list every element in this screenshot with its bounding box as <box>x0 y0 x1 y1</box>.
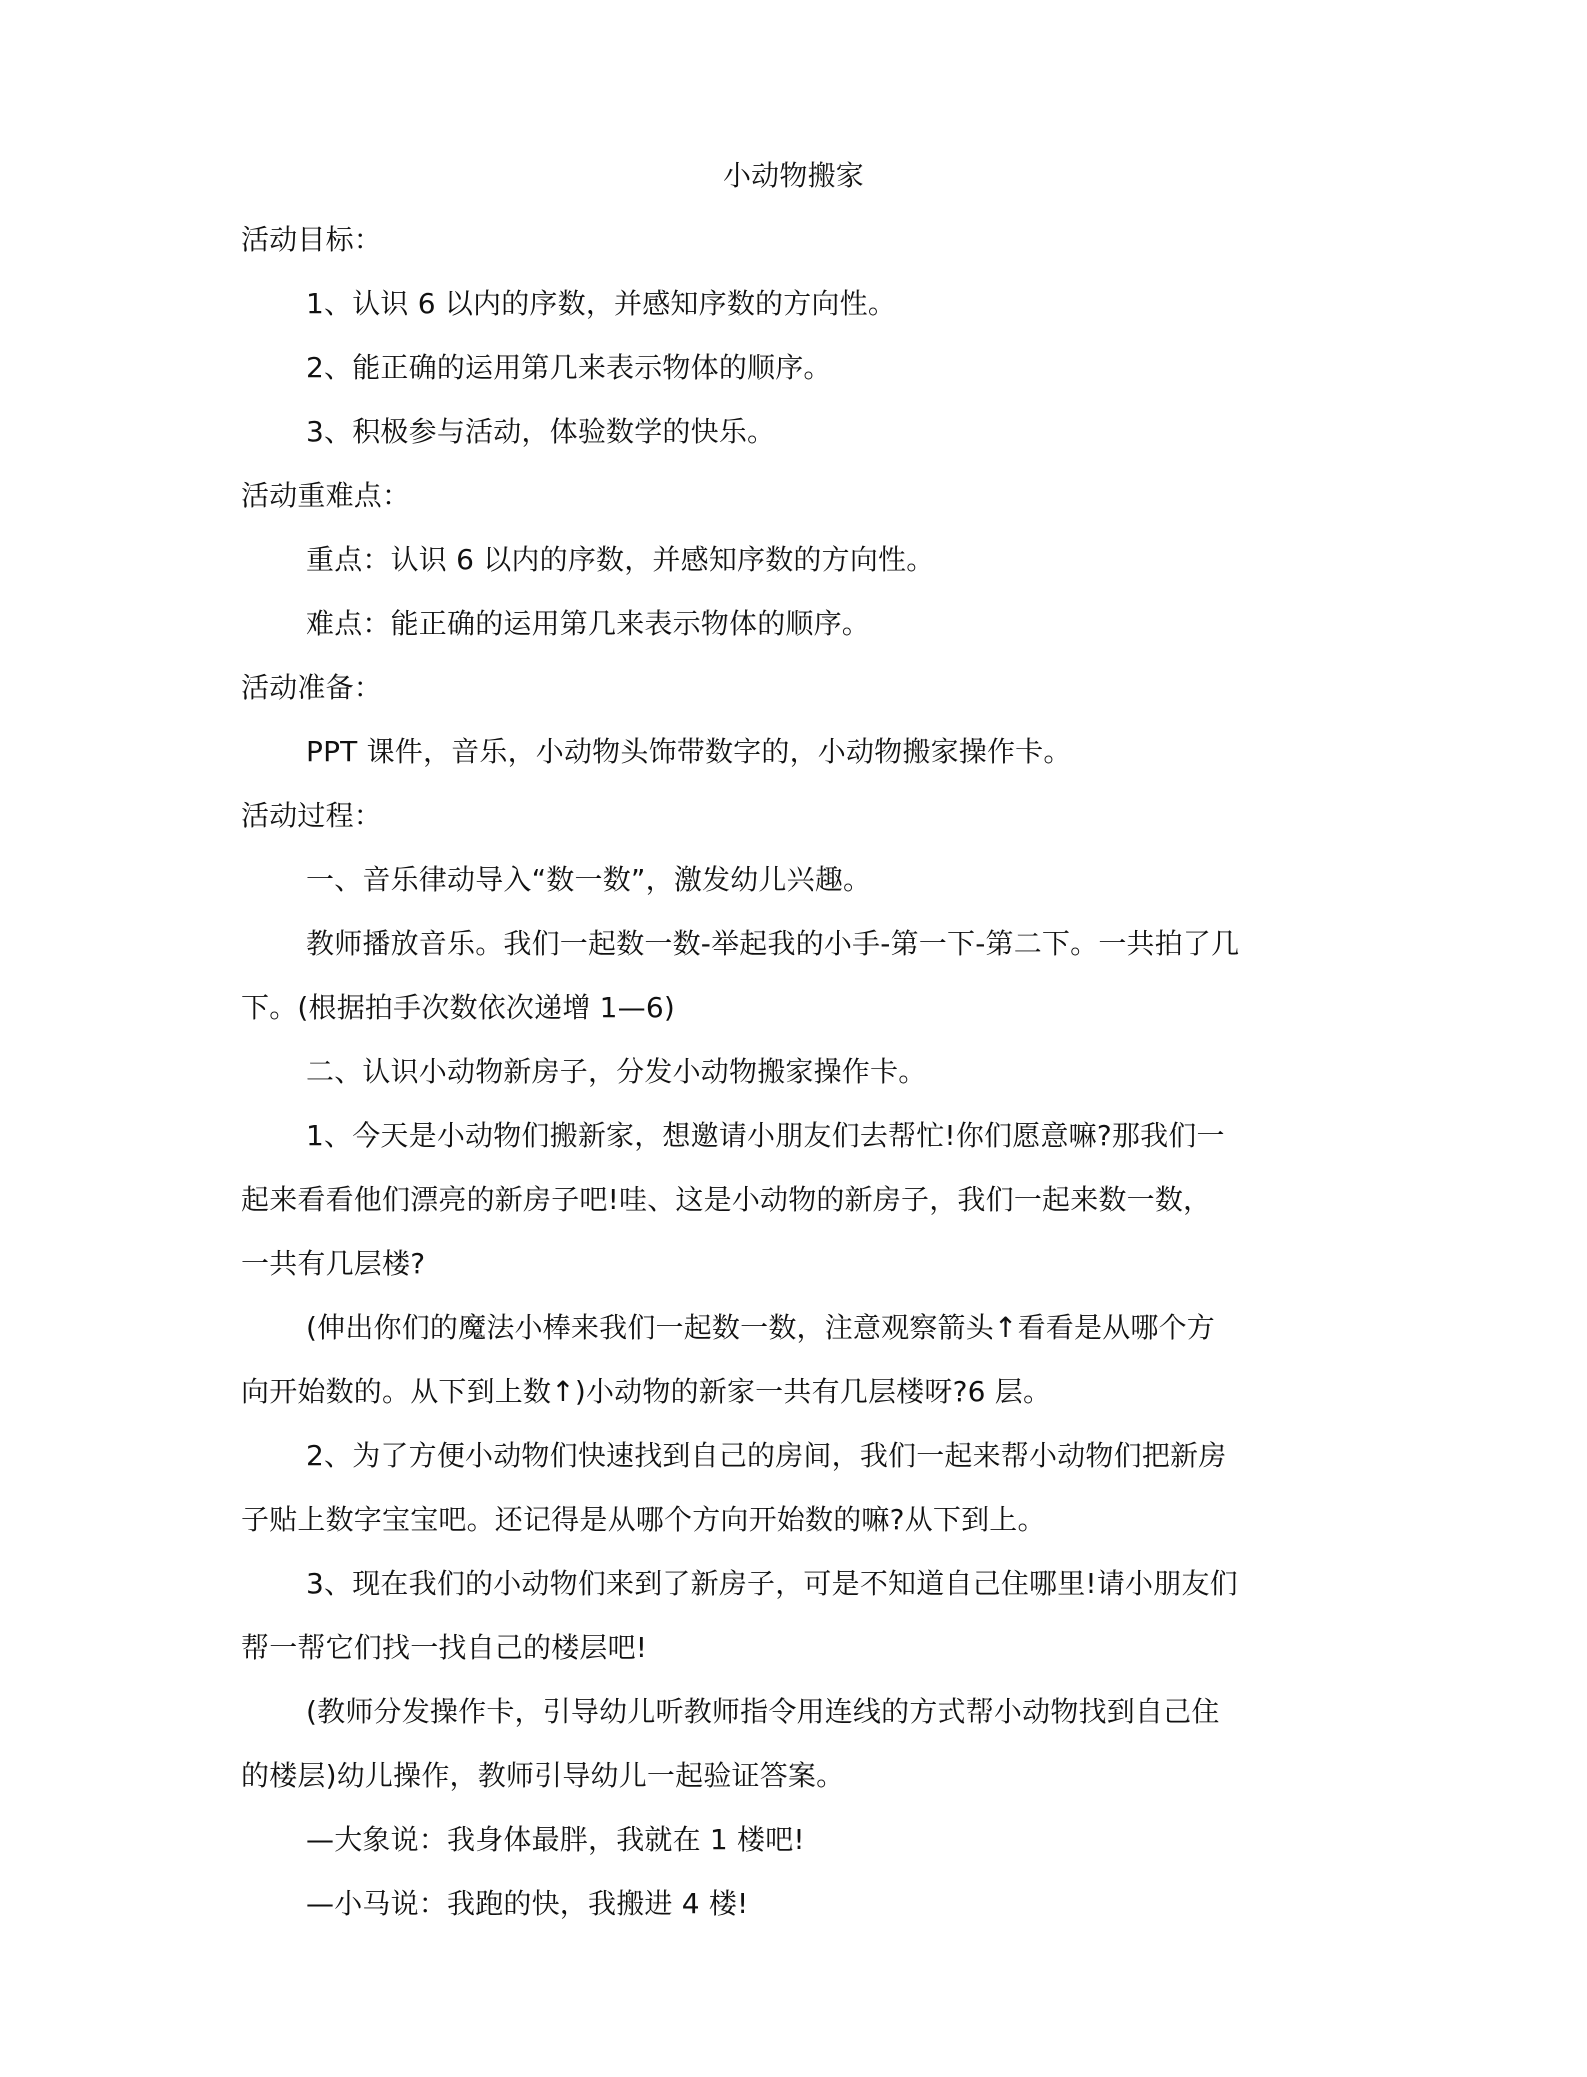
paragraph-line: 向开始数的。从下到上数↑)小动物的新家一共有几层楼呀?6 层。 <box>241 1375 1052 1408</box>
paragraph-line: 一共有几层楼? <box>241 1247 426 1280</box>
paragraph-line: (教师分发操作卡，引导幼儿听教师指令用连线的方式帮小动物找到自己住 <box>306 1695 1220 1728</box>
paragraph-line: 2、为了方便小动物们快速找到自己的房间，我们一起来帮小动物们把新房 <box>306 1439 1227 1472</box>
paragraph-line: 1、今天是小动物们搬新家，想邀请小朋友们去帮忙!你们愿意嘛?那我们一 <box>306 1119 1225 1152</box>
document-title: 小动物搬家 <box>722 159 864 192</box>
paragraph-line: 的楼层)幼儿操作，教师引导幼儿一起验证答案。 <box>241 1759 845 1792</box>
preparation-text: PPT 课件，音乐，小动物头饰带数字的，小动物搬家操作卡。 <box>306 735 1072 768</box>
process-step-2-title: 二、认识小动物新房子，分发小动物搬家操作卡。 <box>306 1055 927 1088</box>
key-point: 重点：认识 6 以内的序数，并感知序数的方向性。 <box>306 543 935 576</box>
section-heading-key-points: 活动重难点： <box>241 479 411 512</box>
section-heading-goals: 活动目标： <box>241 223 383 256</box>
goal-item-3: 3、积极参与活动，体验数学的快乐。 <box>306 415 776 448</box>
paragraph-line: 子贴上数字宝宝吧。还记得是从哪个方向开始数的嘛?从下到上。 <box>241 1503 1046 1536</box>
dialogue-line-elephant: —大象说：我身体最胖，我就在 1 楼吧! <box>306 1823 805 1856</box>
process-step-1-title: 一、音乐律动导入“数一数”，激发幼儿兴趣。 <box>306 863 872 896</box>
paragraph-line: 帮一帮它们找一找自己的楼层吧! <box>241 1631 648 1664</box>
paragraph-line: 3、现在我们的小动物们来到了新房子，可是不知道自己住哪里!请小朋友们 <box>306 1567 1238 1600</box>
paragraph-line: 下。(根据拍手次数依次递增 1—6) <box>241 991 675 1024</box>
paragraph-line: 起来看看他们漂亮的新房子吧!哇、这是小动物的新房子，我们一起来数一数， <box>241 1183 1212 1216</box>
paragraph-line: (伸出你们的魔法小棒来我们一起数一数，注意观察箭头↑看看是从哪个方 <box>306 1311 1215 1344</box>
dialogue-line-horse: —小马说：我跑的快，我搬进 4 楼! <box>306 1887 749 1920</box>
goal-item-2: 2、能正确的运用第几来表示物体的顺序。 <box>306 351 832 384</box>
goal-item-1: 1、认识 6 以内的序数，并感知序数的方向性。 <box>306 287 897 320</box>
difficult-point: 难点：能正确的运用第几来表示物体的顺序。 <box>306 607 871 640</box>
section-heading-process: 活动过程： <box>241 799 383 832</box>
section-heading-preparation: 活动准备： <box>241 671 383 704</box>
paragraph-line: 教师播放音乐。我们一起数一数-举起我的小手-第一下-第二下。一共拍了几 <box>306 927 1240 960</box>
